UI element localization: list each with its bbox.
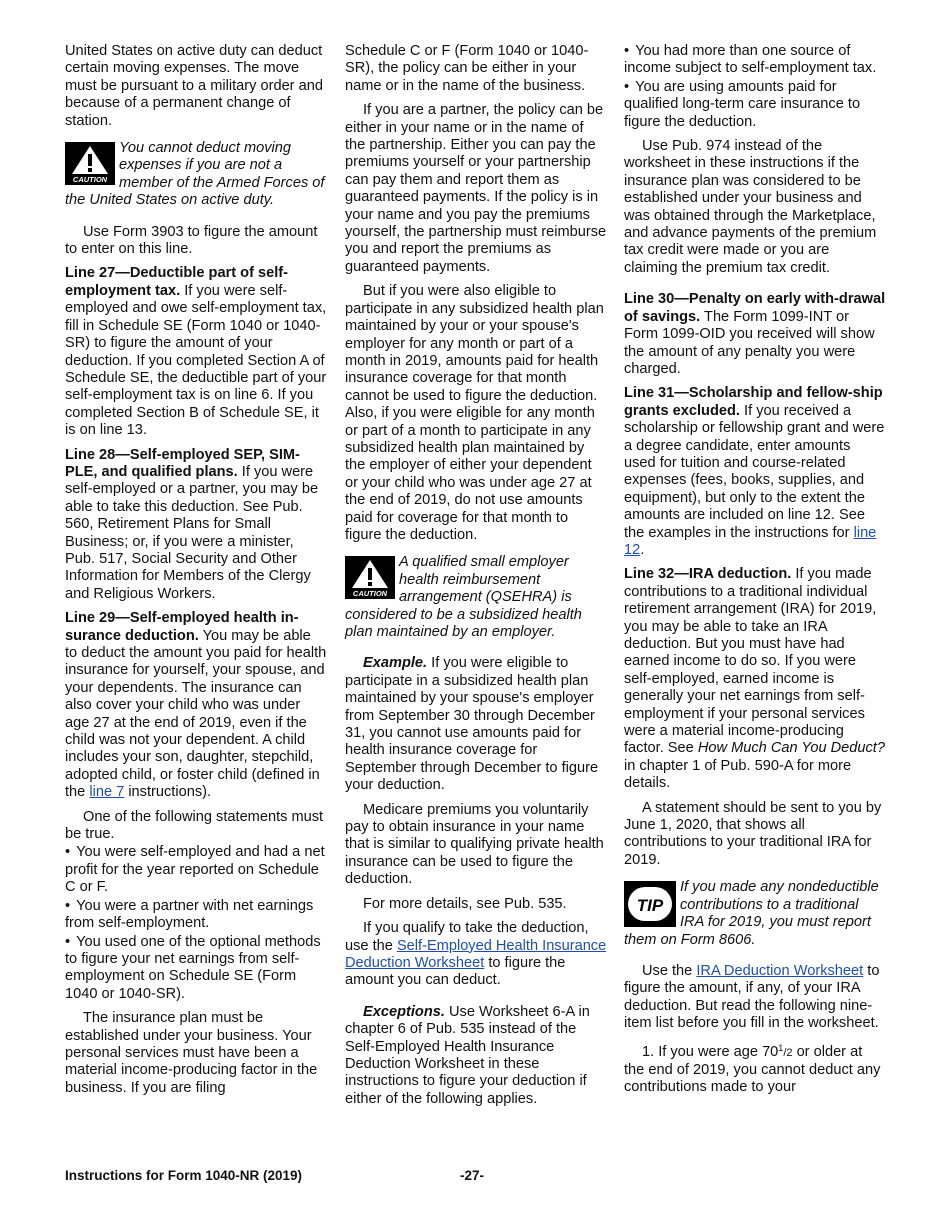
column-3: [624, 43, 886, 1104]
line-28-section: [65, 447, 327, 604]
bullet-item: • You were a partner with net earnings from self-employment.: [65, 898, 327, 933]
paragraph: Use Form 3903 to figure the amount to enter on this line.: [65, 223, 318, 258]
se-health-worksheet-link[interactable]: Self-Employed Health Insurance Deduction Worksheet: [345, 937, 607, 971]
page-footer: [65, 1168, 885, 1183]
caution-label: CAUTION: [72, 175, 108, 185]
caution-label: CAUTION: [352, 589, 388, 599]
exceptions-text: Use Worksheet 6-A in chapter 6 of Pub. 535 instead of the Self-Employed Health Insurance Deduction Worksheet in these instructions to figure your deduction if either of the following applies.: [345, 1003, 590, 1107]
paragraph: A statement should be sent to you by June 1, 2020, that shows all contributions to your traditional IRA for 2019.: [624, 799, 882, 868]
line-28-heading: Line 28—Self-employed SEP, SIM-PLE, and qualified plans.: [65, 446, 300, 480]
caution-text: A qualified small employer health reimbursement arrangement (QSEHRA) is considered to be a subsidized health plan maintained by an employer.: [345, 554, 582, 640]
tip-note: [624, 879, 886, 949]
line-29-text: You may be able to deduct the amount you paid for health insurance for yourself, your spouse, and your dependents. The insurance can also cover your child who was under age 27 at the end of 2019, even if the child was not your dependent. A child includes your son, daughter, stepchild, adopted child, or foster child (defined in the: [65, 627, 327, 801]
list-item: 1. If you were age $70^1/2$ or older at the end of 2019, you cannot deduct any contributions made to your: [624, 1042, 881, 1096]
bullet-item: • You were self-employed and had a net profit for the year reported on Schedule C or F.: [65, 844, 327, 896]
line-31-heading: Line 31—Scholarship and fellow-ship grants excluded.: [624, 385, 883, 419]
caution-icon: [65, 142, 115, 185]
line-12-link[interactable]: line 12: [624, 524, 877, 558]
paragraph: The insurance plan must be established under your business. Your personal services must have been a material income-producing factor in the business. If you are filing: [65, 1010, 318, 1096]
ira-worksheet-link[interactable]: IRA Deduction Worksheet: [696, 962, 864, 979]
caution-text: You cannot deduct moving expenses if you are not a member of the Armed Forces of the United States on active duty.: [65, 140, 325, 209]
caution-icon: [345, 556, 395, 599]
pub-590a-chapter-title: How Much Can You Deduct?: [697, 740, 885, 757]
tip-text: If you made any nondeductible contributions to a traditional IRA for 2019, you must report them on Form 8606.: [624, 879, 879, 948]
line-30-heading: Line 30—Penalty on early with-drawal of savings.: [624, 291, 886, 325]
example-text: If you were eligible to participate in a subsidized health plan maintained by your spouse's employer from September 30 through December 31, you cannot use amounts paid for health insurance coverage for September through December to figure your deduction.: [345, 655, 599, 794]
paragraph: If you are a partner, the policy can be either in your name or in the name of the partnership. Either you can pay the premiums yourself or your partnership can pay them and report them as guaranteed payments. If the policy is in your name and you pay the premiums yourself, the partnership must reimburse you and report the premiums as guaranteed payments.: [345, 102, 607, 275]
column-1: [65, 43, 327, 1104]
line-28-text: If you were self-employed or a partner, you may be able to take this deduction. See Pub. 560, Retirement Plans for Small Business; or, if you were a minister, Pub. 517, Social Security and Other Information for Members of the Clergy and Religious Workers.: [65, 463, 319, 602]
line-31-text: If you received a scholarship or fellowship grant and were a degree candidate, enter amounts used for tuition and course-related expenses (fees, books, supplies, and equipment), but only to the extent the amounts are included on line 12. See the examples in the instructions for: [624, 402, 885, 541]
tip-icon: [624, 881, 676, 927]
footer-title: Instructions for Form 1040-NR (2019): [65, 1168, 303, 1183]
paragraph: For more details, see Pub. 535.: [363, 895, 567, 912]
paragraph: One of the following statements must be true.: [65, 808, 324, 843]
line-29-heading: Line 29—Self-employed health in-surance deduction.: [65, 610, 299, 644]
page-number: -27-: [460, 1168, 485, 1183]
paragraph: Use Pub. 974 instead of the worksheet in these instructions if the insurance plan was considered to be established under your business and was obtained through the Marketplace, and advance payments of the premium tax credit were made or you are claiming the premium tax credit.: [624, 138, 877, 276]
line-27-section: [65, 265, 327, 439]
paragraph: United States on active duty can deduct certain moving expenses. The move must be pursuant to a military order and because of a permanent change of station.: [65, 43, 323, 129]
line-32-section: Line 32—IRA deduction. If you made contributions to a traditional individual retirement arrangement (IRA) for 2019, you may be able to take an IRA deduction. But you must have had earned income to do so. If you were self-employed, earned income is generally your net earnings from self-employment if your personal services were a material income-producing factor. See How Much Can You Deduct? in chapter 1 of Pub. 590-A for more details.: [624, 566, 885, 792]
line-29-section: [65, 610, 327, 801]
caution-note: [65, 140, 327, 210]
example-label: Example.: [363, 655, 428, 672]
paragraph: But if you were also eligible to participate in any subsidized health plan maintained by your or your spouse's employer for any month or part of a month in 2019, amounts paid for health insurance coverage for that month cannot be used to figure the deduction. Also, if you were eligible for any month or part of a month to participate in any subsidized health plan maintained by the employer of either your dependent or your child who was under age 27 at the end of 2019, do not use amounts paid for coverage for that month to figure the deduction.: [345, 283, 604, 543]
line-31-section: Line 31—Scholarship and fellow-ship grants excluded. If you received a scholarship or fellowship grant and were a degree candidate, enter amounts used for tuition and course-related expenses (fees, books, supplies, and equipment), but only to the extent the amounts are included on line 12. See the examples in the instructions for line 12.: [624, 385, 885, 558]
exceptions-paragraph: [345, 1004, 607, 1108]
bullet-item: • You had more than one source of income subject to self-employment tax.: [624, 43, 886, 78]
bullet-item: • You used one of the optional methods to figure your net earnings from self-employment on Schedule SE (Form 1040 or 1040-SR).: [65, 934, 327, 1004]
exceptions-label: Exceptions.: [363, 1003, 445, 1020]
paragraph: Use the IRA Deduction Worksheet to figure the amount, if any, of your IRA deduction. But read the following nine-item list before you fill in the worksheet.: [624, 962, 880, 1032]
bullet-item: • You are using amounts paid for qualified long-term care insurance to figure the deduction.: [624, 79, 886, 131]
line-7-link[interactable]: line 7: [89, 784, 125, 801]
line-32-heading: Line 32—IRA deduction.: [624, 566, 792, 583]
paragraph: If you qualify to take the deduction, use the Self-Employed Health Insurance Deduction Worksheet to figure the amount you can deduct.: [345, 920, 607, 989]
line-30-text: The Form 1099-INT or Form 1099-OID you received will show the amount of any penalty you were charged.: [624, 308, 875, 377]
tip-label: TIP: [636, 896, 664, 916]
line-30-section: [624, 291, 886, 378]
example-paragraph: [345, 655, 607, 794]
line-27-heading: Line 27—Deductible part of self-employment tax.: [65, 265, 288, 299]
column-2: [345, 43, 607, 1115]
line-27-text: If you were self-employed and owe self-employment tax, fill in Schedule SE (Form 1040 or 1040-SR) to figure the amount of your deduction. If you completed Section A of Schedule SE, the deductible part of your self-employment tax is on line 6. If you completed Section B of Schedule SE, it is on line 13.: [65, 282, 327, 439]
caution-note: [345, 554, 607, 641]
line-29-tail: instructions).: [128, 784, 212, 801]
paragraph: Medicare premiums you voluntarily pay to obtain insurance in your name that is similar to qualifying private health insurance can be used to figure the deduction.: [345, 801, 604, 888]
paragraph: Schedule C or F (Form 1040 or 1040-SR), the policy can be either in your name or in the name of the business.: [345, 43, 589, 94]
